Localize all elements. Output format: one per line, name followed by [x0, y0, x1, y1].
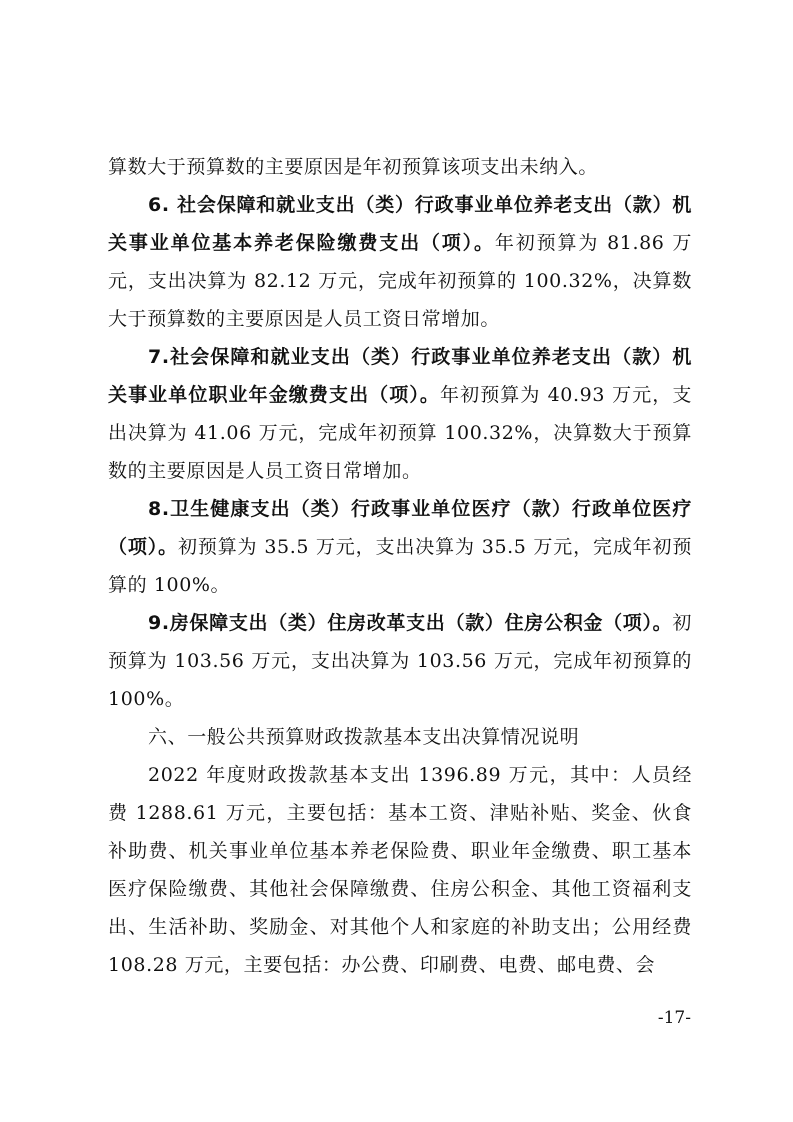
- section-body-paragraph: 2022 年度财政拨款基本支出 1396.89 万元，其中：人员经费 1288.61 万元，主要包括：基本工资、津贴补贴、奖金、伙食补助费、机关事业单位基本养老保险费、职业年金缴费、职工基本医疗保险缴费、其他社会保障缴费、住房公积金、其他工资福利支出、生活补助、奖励金、对其他个人和家庭的补助支出；公用经费 108.28 万元，主要包括：办公费、印刷费、电费、邮电费、会: [108, 764, 692, 976]
- paragraph-item-7: [108, 338, 692, 490]
- paragraph-item-8: [108, 490, 692, 604]
- section-heading: 六、一般公共预算财政拨款基本支出决算情况说明: [148, 726, 580, 748]
- item-6-heading: 6. 社会保障和就业支出（类）行政事业单位养老支出（款）机关事业单位基本养老保险缴费支出（项）。: [108, 194, 692, 254]
- document-body: [108, 148, 692, 984]
- item-8-heading: 8.卫生健康支出（类）行政事业单位医疗（款）行政单位医疗（项）。: [108, 498, 692, 558]
- paragraph-continuation: [108, 148, 692, 186]
- item-7-text: 年初预算为 40.93 万元，支出决算为 41.06 万元，完成年初预算 100.32%，决算数大于预算数的主要原因是人员工资日常增加。: [108, 384, 692, 482]
- item-8-text: 初预算为 35.5 万元，支出决算为 35.5 万元，完成年初预算的 100%。: [108, 536, 693, 596]
- page-number: -17-: [657, 1008, 691, 1028]
- item-6-text: 年初预算为 81.86 万元，支出决算为 82.12 万元，完成年初预算的 100.32%，决算数大于预算数的主要原因是人员工资日常增加。: [108, 232, 692, 330]
- paragraph-item-6: [108, 186, 692, 338]
- paragraph-item-9: [108, 604, 692, 718]
- item-9-heading: 9.房保障支出（类）住房改革支出（款）住房公积金（项）。: [148, 612, 673, 634]
- item-9-text: 初预算为 103.56 万元，支出决算为 103.56 万元，完成年初预算的 100%。: [108, 612, 692, 710]
- paragraph-text: 算数大于预算数的主要原因是年初预算该项支出未纳入。: [108, 156, 599, 178]
- item-7-heading: 7.社会保障和就业支出（类）行政事业单位养老支出（款）机关事业单位职业年金缴费支出（项）。: [108, 346, 692, 406]
